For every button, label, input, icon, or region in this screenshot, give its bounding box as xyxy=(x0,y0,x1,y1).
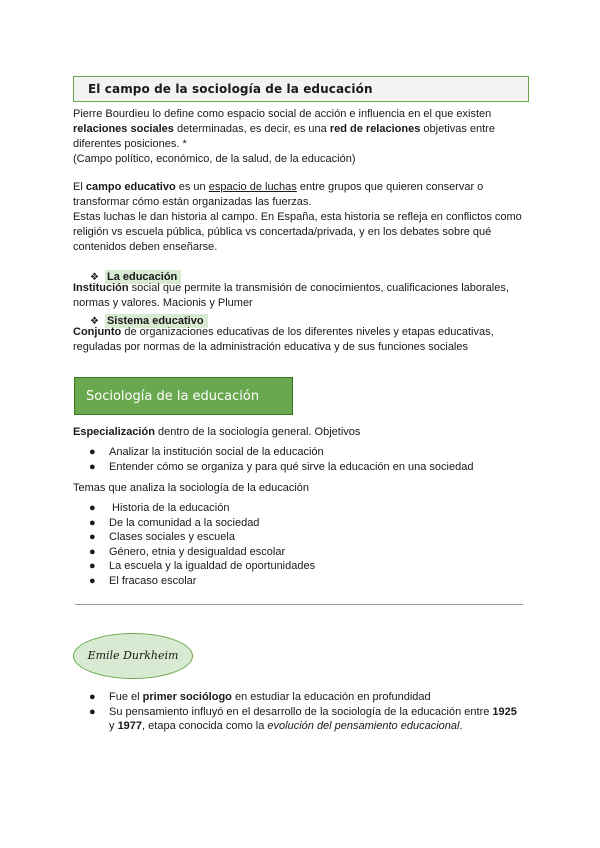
campo-line: religión vs escuela pública, pública vs concertada/privada, y en los debates sobre qué xyxy=(73,226,492,238)
bullet-icon: ● xyxy=(89,502,96,514)
list-item: ● Historia de la educación xyxy=(89,502,230,514)
sistema-line: Conjunto de organizaciones educativas de los diferentes niveles y etapas educativas, xyxy=(73,326,494,338)
sistema-definition xyxy=(73,325,543,355)
bullet-icon: ● xyxy=(89,574,96,587)
bullet-icon: ● xyxy=(89,460,96,473)
diamond-bullet-icon: ❖ xyxy=(90,272,99,283)
bold-term: Conjunto xyxy=(73,326,122,338)
year-1925: 1925 xyxy=(492,705,517,718)
bold-term: primer sociólogo xyxy=(142,691,232,703)
diamond-bullet-icon: ❖ xyxy=(90,316,99,327)
section-title: El campo de la sociología de la educación xyxy=(73,76,529,102)
educacion-line: Institución social que permite la transmisión de conocimientos, cualificaciones laborales, xyxy=(73,282,509,294)
list-item: ● Clases sociales y escuela xyxy=(89,531,235,543)
year-1977: 1977 xyxy=(117,720,143,732)
intro-line: relaciones sociales determinadas, es decir, es una red de relaciones objetivas entre xyxy=(73,123,495,135)
bold-term: Institución xyxy=(73,282,129,294)
durkheim-list xyxy=(73,690,543,734)
campo-line: contenidos deben enseñarse. xyxy=(73,241,218,253)
bullet-icon: ● xyxy=(89,516,96,529)
list-item: ● Su pensamiento influyó en el desarrollo de la sociología de la educación entre 1925 y 1977, etapa conocida como la evolución del pensamiento educacional. xyxy=(89,705,517,732)
list-item: ● La escuela y la igualdad de oportunidades xyxy=(89,560,316,572)
temas-intro: Temas que analiza la sociología de la educación xyxy=(73,482,310,494)
educacion-heading-text: La educación xyxy=(105,270,181,284)
list-item: ● El fracaso escolar xyxy=(89,574,197,587)
intro-line: (Campo político, económico, de la salud, de la educación) xyxy=(73,153,356,165)
italic-term: evolución del pensamiento educacional xyxy=(267,720,460,732)
underlined-term: espacio de luchas xyxy=(208,181,297,193)
campo-line: El campo educativo es un espacio de luchas entre grupos que quieren conservar o xyxy=(73,181,484,193)
sistema-heading-text: Sistema educativo xyxy=(105,314,208,328)
bullet-icon: ● xyxy=(89,705,96,718)
bullet-icon: ● xyxy=(89,560,96,572)
objetivos-list xyxy=(73,445,543,474)
durkheim-label: Emile Durkheim xyxy=(73,633,193,679)
intro-line: diferentes posiciones. * xyxy=(73,138,187,150)
bold-term: relaciones sociales xyxy=(73,123,174,135)
bullet-icon: ● xyxy=(89,446,96,458)
intro-line: Pierre Bourdieu lo define como espacio social de acción e influencia en el que existen xyxy=(73,108,492,120)
educacion-definition xyxy=(73,281,543,311)
temas-list xyxy=(73,501,543,588)
campo-line: Estas luchas le dan historia al campo. En España, esta historia se refleja en conflictos como xyxy=(73,211,522,223)
list-item: ● Género, etnia y desigualdad escolar xyxy=(89,545,286,558)
list-item: ● Analizar la institución social de la educación xyxy=(89,446,324,458)
divider xyxy=(75,604,523,605)
educacion-line: normas y valores. Macionis y Plumer xyxy=(73,297,253,309)
bold-term: Especialización xyxy=(73,426,155,438)
campo-paragraph xyxy=(73,180,543,255)
especializacion-paragraph: Especialización dentro de la sociología general. Objetivos xyxy=(73,426,361,438)
section2-title: Sociología de la educación xyxy=(74,377,293,415)
bullet-icon: ● xyxy=(89,531,96,543)
bold-term: campo educativo xyxy=(85,181,176,193)
bullet-icon: ● xyxy=(89,691,96,703)
list-item: ● De la comunidad a la sociedad xyxy=(89,516,260,529)
bullet-icon: ● xyxy=(89,545,96,558)
campo-line: transformar cómo están organizadas las fuerzas. xyxy=(73,196,312,208)
intro-paragraph xyxy=(73,107,533,167)
bold-term: red de relaciones xyxy=(329,123,421,135)
list-item: ● Fue el primer sociólogo en estudiar la educación en profundidad xyxy=(89,691,431,703)
list-item: ● Entender cómo se organiza y para qué sirve la educación en una sociedad xyxy=(89,460,474,473)
sistema-line: reguladas por normas de la administración educativa y de sus funciones sociales xyxy=(73,341,468,353)
